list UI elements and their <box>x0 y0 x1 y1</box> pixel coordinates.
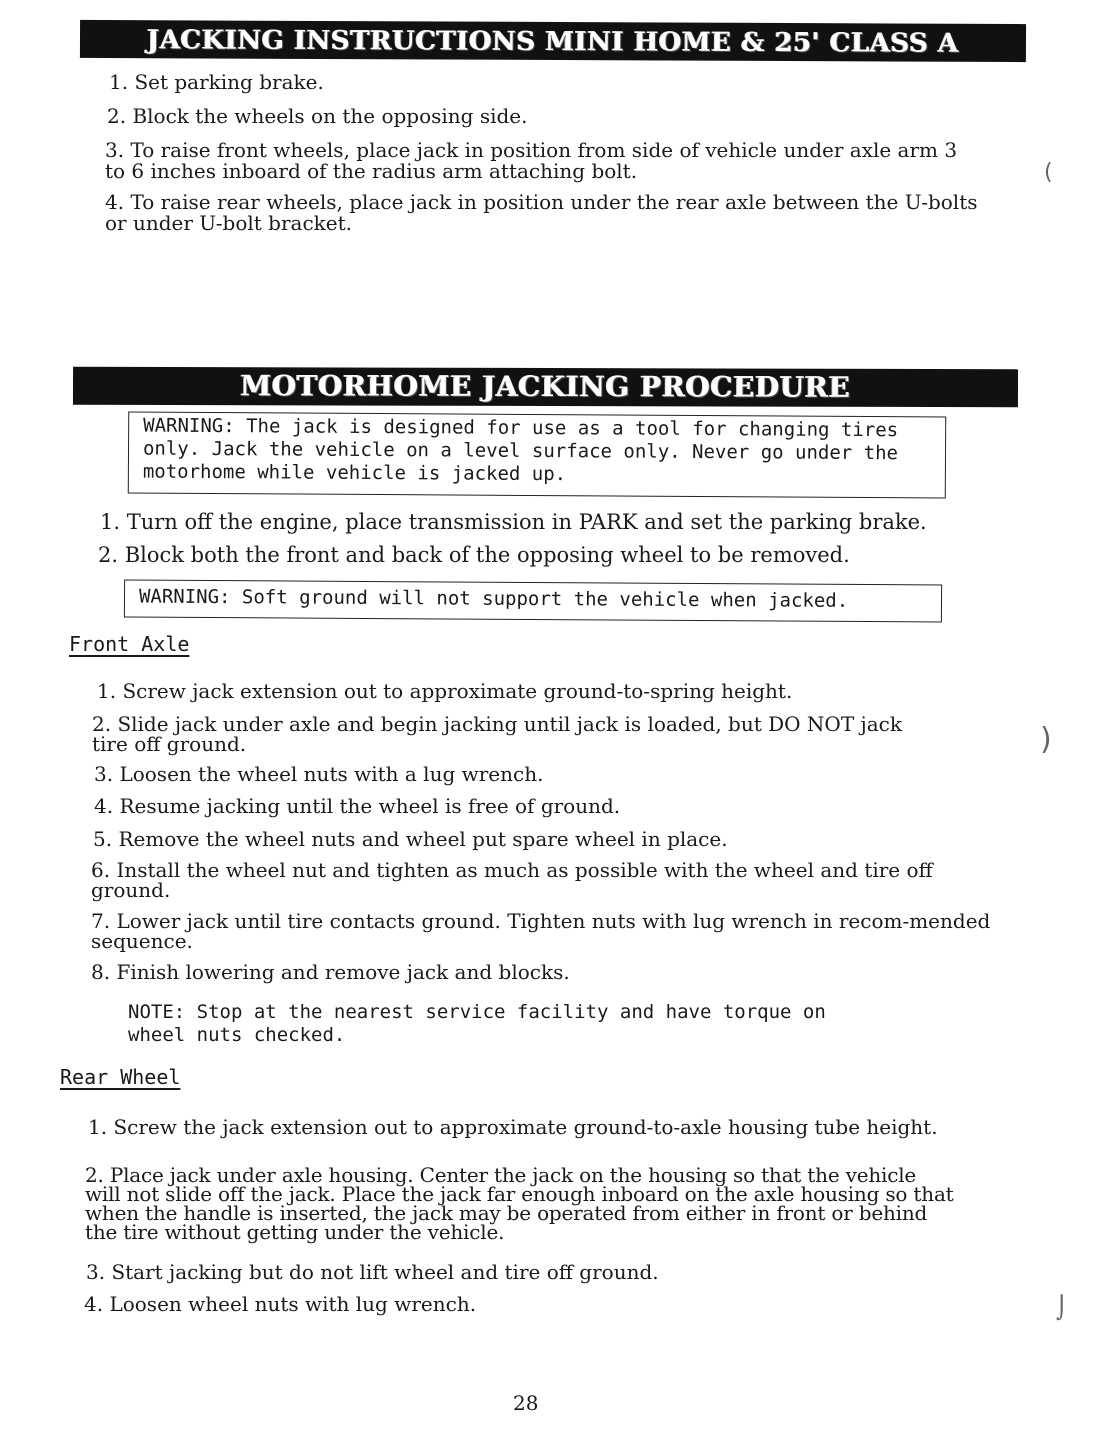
list-item: 3. To raise front wheels, place jack in position from side of vehicle under axle arm 3 to 6 inches inboard of the radius arm attaching bolt. <box>105 138 958 183</box>
list-item: 8. Finish lowering and remove jack and blocks. <box>91 960 570 984</box>
list-item: 3. Start jacking but do not lift wheel and tire off ground. <box>86 1260 659 1284</box>
list-item: 1. Screw the jack extension out to approximate ground-to-axle housing tube height. <box>88 1115 938 1139</box>
warning-text: WARNING: Soft ground will not support the vehicle when jacked. <box>138 585 849 612</box>
banner-title: JACKING INSTRUCTIONS MINI HOME & 25' CLASS A <box>147 25 959 59</box>
list-item: 5. Remove the wheel nuts and wheel put spare wheel in place. <box>93 827 728 851</box>
list-item: 2. Block the wheels on the opposing side. <box>107 104 528 128</box>
section-banner-motorhome <box>73 367 1018 407</box>
list-item: 1. Turn off the engine, place transmission in PARK and set the parking brake. <box>100 510 927 534</box>
torque-note: NOTE: Stop at the nearest service facility and have torque on wheel nuts checked. <box>128 1001 826 1046</box>
warning-box-soft-ground <box>124 580 942 623</box>
section-banner-mini-home <box>80 20 1026 62</box>
page-number: 28 <box>513 1391 539 1415</box>
list-item: 2. Slide jack under axle and begin jacking until jack is loaded, but DO NOT jack tire off ground. <box>92 712 902 756</box>
front-axle-heading: Front Axle <box>69 632 190 656</box>
list-item: 2. Block both the front and back of the opposing wheel to be removed. <box>98 543 850 567</box>
binder-hole-mark-icon: ( <box>1044 160 1053 185</box>
list-item: 6. Install the wheel nut and tighten as much as possible with the wheel and tire off ground. <box>91 858 933 902</box>
rear-wheel-heading: Rear Wheel <box>60 1065 181 1089</box>
list-item: 4. Loosen wheel nuts with lug wrench. <box>84 1292 477 1316</box>
binder-hole-mark-icon: ⌡ <box>1056 1296 1068 1321</box>
list-item: 4. Resume jacking until the wheel is free of ground. <box>94 794 621 818</box>
list-item: 4. To raise rear wheels, place jack in position under the rear axle between the U-bolts or under U-bolt bracket. <box>105 190 978 235</box>
list-item: 1. Screw jack extension out to approximate ground-to-spring height. <box>97 679 793 703</box>
warning-box <box>128 412 946 499</box>
binder-hole-mark-icon: ) <box>1040 722 1052 757</box>
list-item: 7. Lower jack until tire contacts ground. Tighten nuts with lug wrench in recom-mended sequence. <box>91 909 991 953</box>
banner-title: MOTORHOME JACKING PROCEDURE <box>240 369 851 404</box>
list-item: 1. Set parking brake. <box>109 70 324 94</box>
warning-text: WARNING: The jack is designed for use as a tool for changing tires only. Jack the vehicle on a level surface only. Never go under the motorhome while vehicle is jacked up. <box>142 414 899 486</box>
list-item: 2. Place jack under axle housing. Center the jack on the housing so that the vehicle will not slide off the jack. Place the jack far enough inboard on the axle housing so that when the handle is inserted, the jack may be operated from either in front or behind the tire without getting under the vehicle. <box>85 1163 954 1244</box>
list-item: 3. Loosen the wheel nuts with a lug wrench. <box>94 762 544 786</box>
